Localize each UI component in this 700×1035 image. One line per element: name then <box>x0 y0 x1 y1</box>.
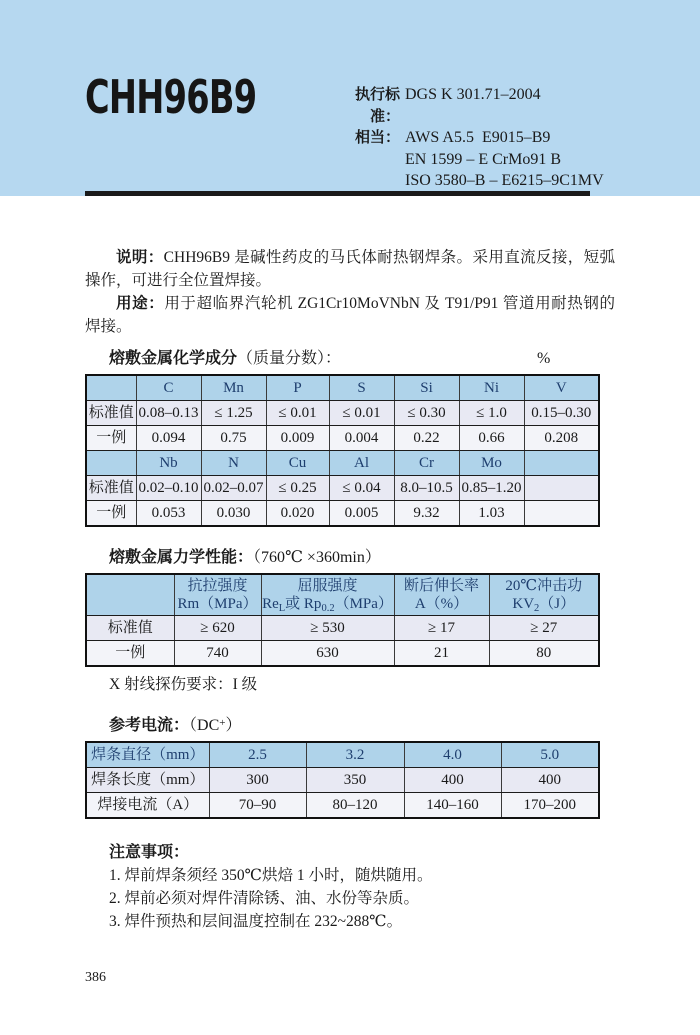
value-cell: 80 <box>489 641 599 667</box>
description-text: CHH96B9 是碱性药皮的马氏体耐热钢焊条。采用直流反接，短弧操作，可进行全位置焊接。 <box>85 249 615 289</box>
value-cell: 8.0–10.5 <box>394 476 459 501</box>
value-cell <box>524 501 599 527</box>
value-cell: 740 <box>174 641 261 667</box>
value-cell: 0.208 <box>524 426 599 451</box>
current-heading <box>85 712 615 737</box>
value-cell: 0.02–0.10 <box>136 476 201 501</box>
chemistry-heading-note: （质量分数）： <box>237 350 342 367</box>
impact-subscript: 2 <box>534 603 540 614</box>
current-table <box>85 741 600 819</box>
element-cell: Ni <box>459 375 524 401</box>
value-cell: 0.005 <box>329 501 394 527</box>
chemistry-std-row-1 <box>86 401 599 426</box>
value-cell: 0.020 <box>266 501 329 527</box>
value-cell: ≤ 0.01 <box>266 401 329 426</box>
description-section <box>85 246 615 338</box>
value-cell: 4.0 <box>404 742 501 768</box>
value-cell: 400 <box>501 768 599 793</box>
chemistry-std-row-2 <box>86 476 599 501</box>
value-cell: ≥ 530 <box>261 616 394 641</box>
value-cell: 140–160 <box>404 793 501 819</box>
mechanical-header-row <box>86 574 599 616</box>
note-item: 2. 焊前必须对焊件清除锈、油、水份等杂质。 <box>109 890 420 907</box>
value-cell: 0.15–0.30 <box>524 401 599 426</box>
value-cell: 5.0 <box>501 742 599 768</box>
product-title: CHH96B9 <box>85 70 257 124</box>
row-label-cell: 一例 <box>86 641 174 667</box>
value-cell: ≤ 0.30 <box>394 401 459 426</box>
tensile-header-cell <box>174 574 261 616</box>
usage-paragraph <box>85 292 615 338</box>
standard-label: 执行标准： <box>354 86 400 125</box>
note-item: 1. 焊前焊条须经 350℃烘焙 1 小时，随烘随用。 <box>109 867 433 884</box>
value-cell: 350 <box>306 768 404 793</box>
corner-cell <box>86 375 136 401</box>
standards-block <box>328 84 604 192</box>
element-cell: P <box>266 375 329 401</box>
yield-line1: 屈服强度 <box>297 578 358 594</box>
element-cell <box>524 451 599 476</box>
yield-symbol: Re <box>262 596 279 612</box>
dc-plus-superscript: + <box>219 717 226 729</box>
elongation-header-cell <box>394 574 489 616</box>
element-cell: Al <box>329 451 394 476</box>
mechanical-table <box>85 573 600 667</box>
yield-header-cell <box>261 574 394 616</box>
impact-line1: 20℃冲击功 <box>505 578 583 594</box>
equivalent-value: ISO 3580–B – E6215–9C1MV <box>405 172 604 189</box>
element-cell: C <box>136 375 201 401</box>
notes-heading: 注意事项： <box>109 844 190 861</box>
mechanical-section <box>85 547 615 696</box>
value-cell: 2.5 <box>209 742 306 768</box>
chemistry-heading-bold: 熔敷金属化学成分 <box>109 350 238 367</box>
yield-subscript2: 0.2 <box>321 603 335 614</box>
equivalent-value: EN 1599 – E CrMo91 B <box>405 150 561 168</box>
current-note-open: （DC <box>189 717 220 734</box>
element-cell: S <box>329 375 394 401</box>
value-cell: ≤ 0.04 <box>329 476 394 501</box>
value-cell <box>524 476 599 501</box>
xray-requirement: X 射线探伤要求：I 级 <box>109 676 258 693</box>
impact-header-cell <box>489 574 599 616</box>
equivalent-row <box>328 170 604 192</box>
page-number: 386 <box>85 970 106 985</box>
divider-bar <box>85 191 590 196</box>
mechanical-heading <box>85 547 615 569</box>
value-cell: 170–200 <box>501 793 599 819</box>
elongation-line2: A（%） <box>414 596 469 612</box>
tensile-line1: 抗拉强度 <box>187 578 248 594</box>
row-label-cell: 标准值 <box>86 401 136 426</box>
mechanical-example-row <box>86 641 599 667</box>
element-cell: Si <box>394 375 459 401</box>
value-cell: 630 <box>261 641 394 667</box>
value-cell: ≤ 0.25 <box>266 476 329 501</box>
element-cell: Mn <box>201 375 266 401</box>
element-cell: N <box>201 451 266 476</box>
value-cell: 300 <box>209 768 306 793</box>
value-cell: 0.009 <box>266 426 329 451</box>
value-cell: 0.66 <box>459 426 524 451</box>
description-label: 说明： <box>116 249 164 266</box>
value-cell: 0.094 <box>136 426 201 451</box>
value-cell: 0.75 <box>201 426 266 451</box>
element-cell: Cr <box>394 451 459 476</box>
row-label-cell: 标准值 <box>86 616 174 641</box>
yield-subscript: L <box>278 603 286 614</box>
value-cell: ≥ 27 <box>489 616 599 641</box>
value-cell: 70–90 <box>209 793 306 819</box>
chemistry-example-row-2 <box>86 501 599 527</box>
row-label-cell: 焊条直径（mm） <box>86 742 209 768</box>
chemistry-header-row-1 <box>86 375 599 401</box>
value-cell: 3.2 <box>306 742 404 768</box>
note-item: 3. 焊件预热和层间温度控制在 232~288℃。 <box>109 913 403 930</box>
equivalent-row <box>328 149 604 171</box>
row-label-cell: 标准值 <box>86 476 136 501</box>
value-cell: 400 <box>404 768 501 793</box>
equivalent-label <box>328 149 400 171</box>
elongation-line1: 断后伸长率 <box>403 578 479 594</box>
value-cell: 80–120 <box>306 793 404 819</box>
value-cell: 0.08–0.13 <box>136 401 201 426</box>
value-cell: 0.030 <box>201 501 266 527</box>
current-heading-note <box>189 717 241 734</box>
standard-value: DGS K 301.71–2004 <box>405 86 541 103</box>
page-content <box>0 246 700 933</box>
chemistry-example-row-1 <box>86 426 599 451</box>
value-cell: 1.03 <box>459 501 524 527</box>
element-cell: V <box>524 375 599 401</box>
row-label-cell: 焊接电流（A） <box>86 793 209 819</box>
chemistry-table <box>85 374 600 527</box>
corner-cell <box>86 574 174 616</box>
chemistry-unit: % <box>537 350 551 367</box>
value-cell: ≤ 0.01 <box>329 401 394 426</box>
length-row <box>86 768 599 793</box>
value-cell: 0.22 <box>394 426 459 451</box>
mechanical-heading-bold: 熔敷金属力学性能： <box>109 549 254 566</box>
element-cell: Nb <box>136 451 201 476</box>
hero-header <box>0 0 700 196</box>
equivalent-label: 相当： <box>354 129 400 146</box>
equivalent-label <box>328 170 400 192</box>
value-cell: ≤ 1.0 <box>459 401 524 426</box>
tensile-line2: Rm（MPa） <box>177 596 258 612</box>
usage-text: 用于超临界汽轮机 ZG1Cr10MoVNbN 及 T91/P91 管道用耐热钢的焊接。 <box>85 295 615 335</box>
value-cell: 9.32 <box>394 501 459 527</box>
chemistry-header-row-2 <box>86 451 599 476</box>
notes-section <box>85 841 615 933</box>
mechanical-heading-note: （760℃ ×360min） <box>253 549 381 566</box>
diameter-row <box>86 742 599 768</box>
impact-unit: （J） <box>539 596 576 612</box>
usage-label: 用途： <box>116 295 165 312</box>
current-note-close: ） <box>225 717 242 734</box>
description-paragraph <box>85 246 615 292</box>
value-cell: ≥ 17 <box>394 616 489 641</box>
row-label-cell: 一例 <box>86 501 136 527</box>
equivalent-value: AWS A5.5 E9015–B9 <box>405 129 551 146</box>
element-cell: Cu <box>266 451 329 476</box>
value-cell: 21 <box>394 641 489 667</box>
yield-or: 或 Rp <box>285 596 322 612</box>
element-cell: Mo <box>459 451 524 476</box>
mechanical-std-row <box>86 616 599 641</box>
value-cell: ≤ 1.25 <box>201 401 266 426</box>
standard-row <box>328 84 604 127</box>
amperage-row <box>86 793 599 819</box>
equivalent-row <box>328 127 604 149</box>
value-cell: 0.85–1.20 <box>459 476 524 501</box>
value-cell: 0.02–0.07 <box>201 476 266 501</box>
impact-symbol: KV <box>512 596 535 612</box>
chemistry-heading <box>85 348 615 370</box>
current-section <box>85 712 615 819</box>
value-cell: 0.053 <box>136 501 201 527</box>
row-label-cell: 焊条长度（mm） <box>86 768 209 793</box>
chemistry-section <box>85 348 615 527</box>
row-label-cell: 一例 <box>86 426 136 451</box>
value-cell: 0.004 <box>329 426 394 451</box>
value-cell: ≥ 620 <box>174 616 261 641</box>
yield-unit: （MPa） <box>334 596 393 612</box>
corner-cell <box>86 451 136 476</box>
current-heading-bold: 参考电流： <box>109 717 190 734</box>
